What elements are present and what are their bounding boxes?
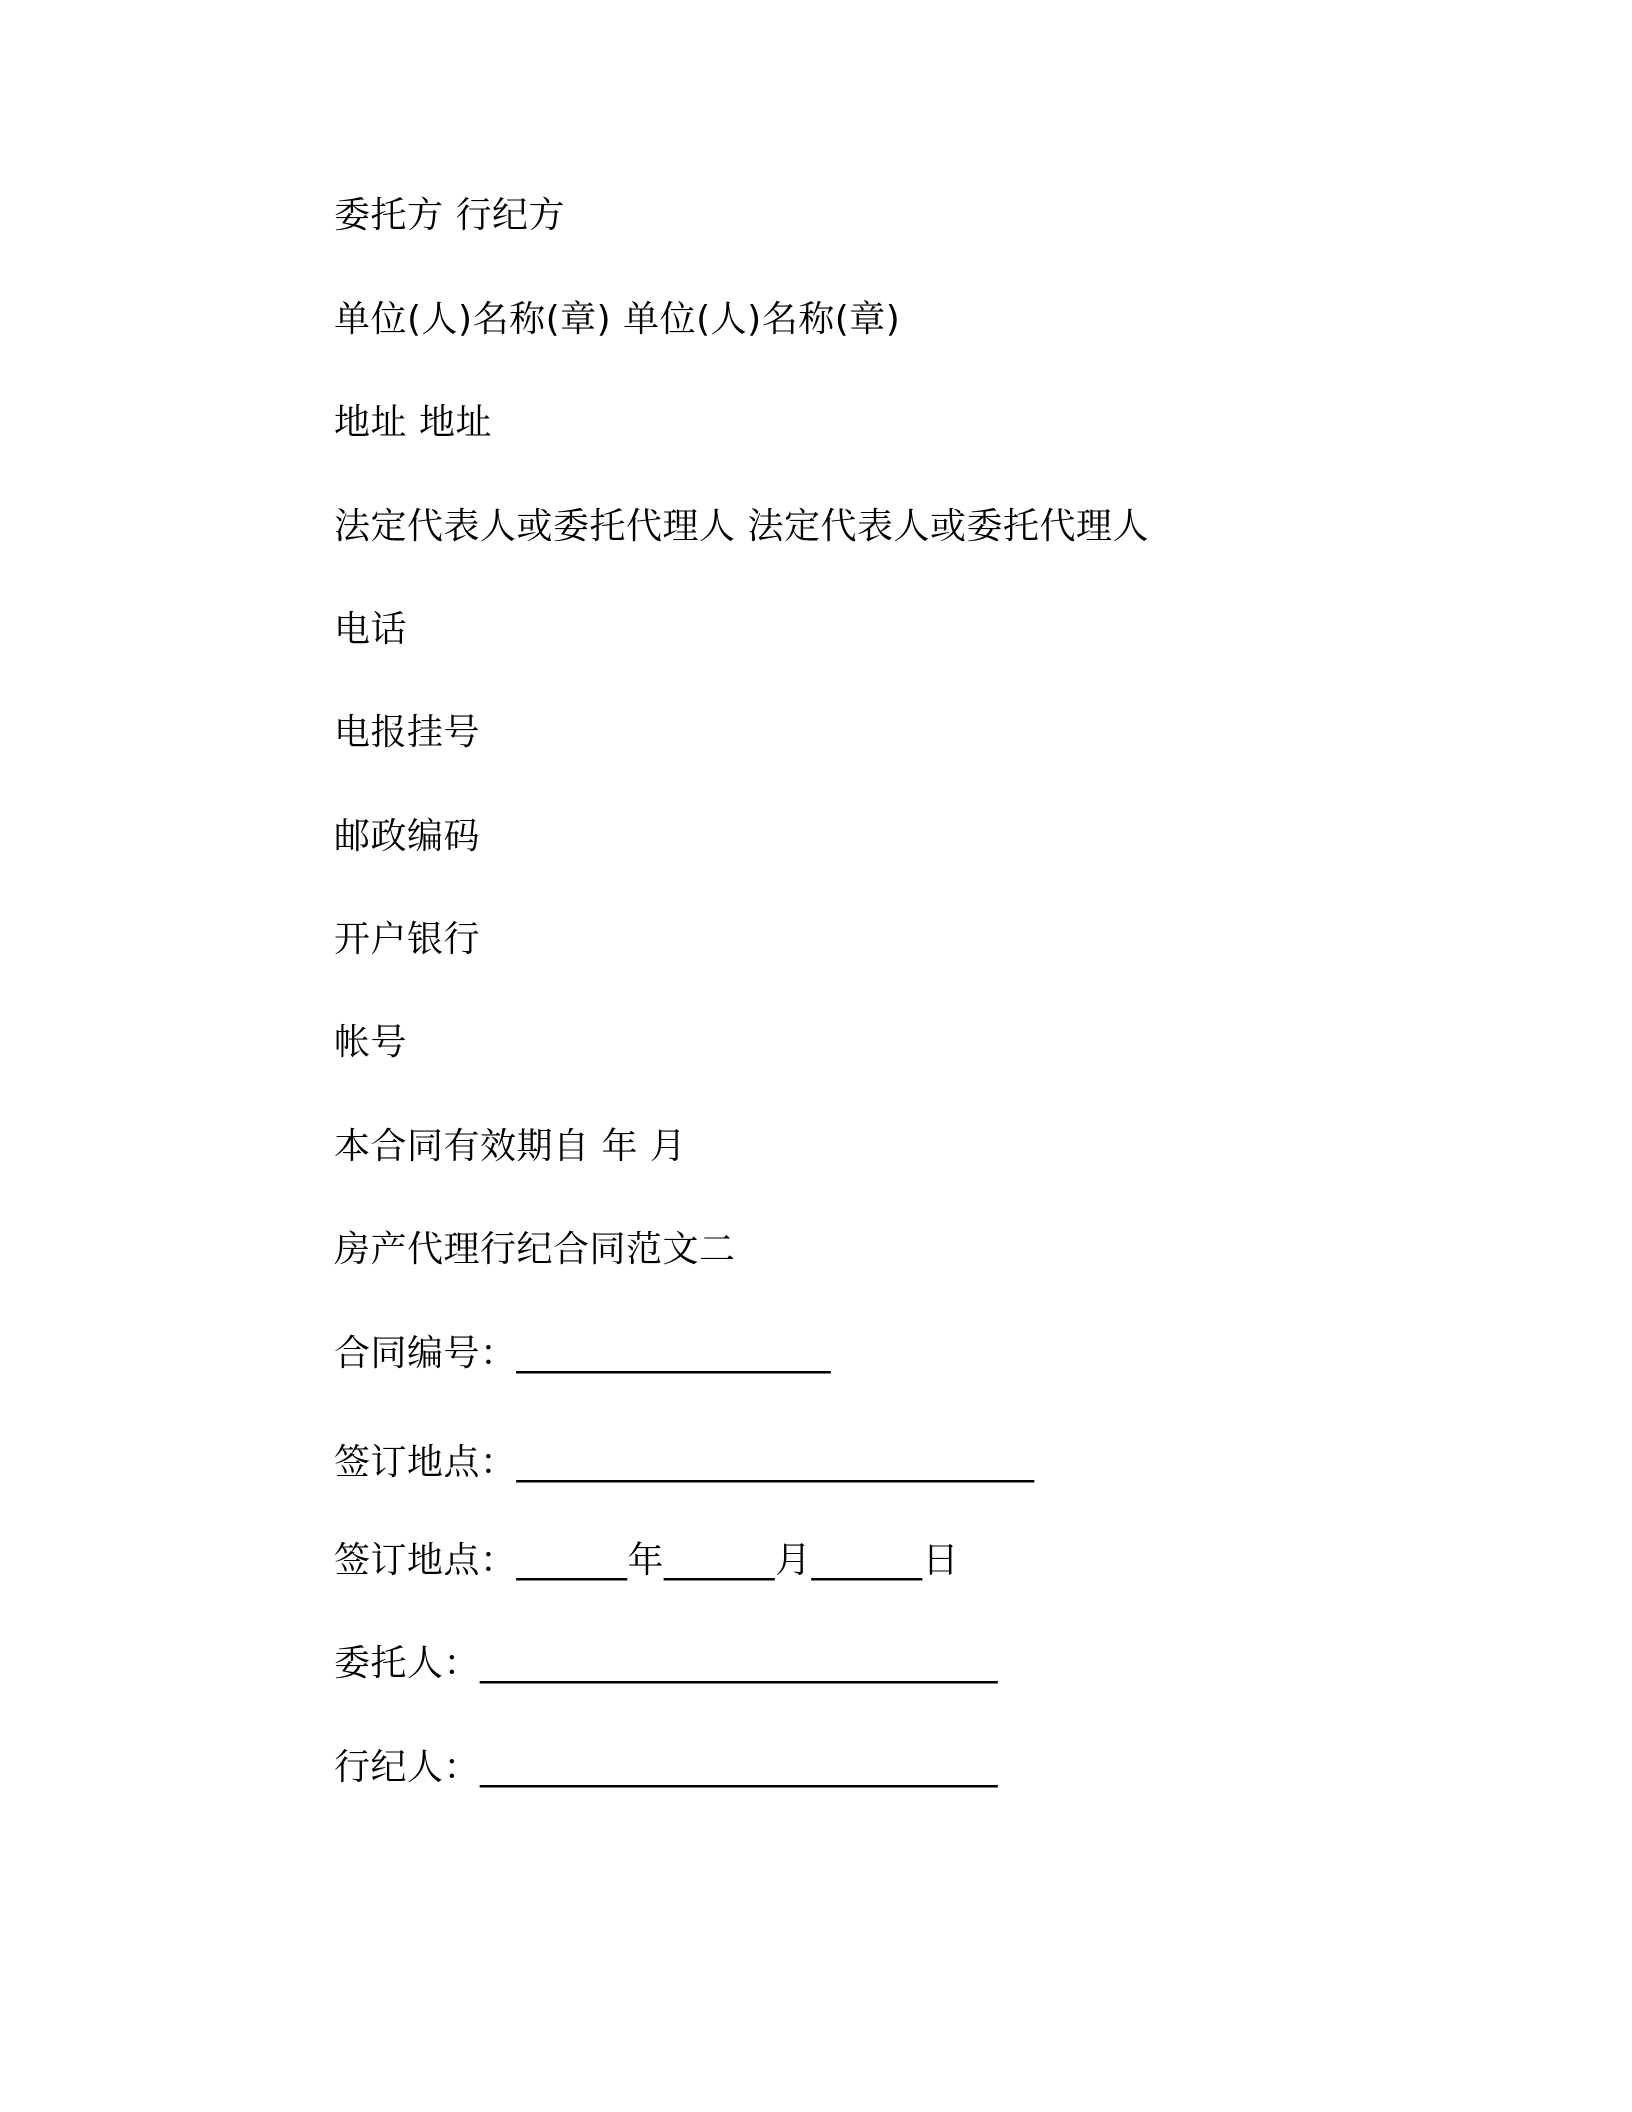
parties-heading: 委托方 行纪方 (334, 195, 565, 236)
postal-code-line: 邮政编码 (334, 816, 481, 857)
broker-line: 行纪人：____________________________ (334, 1747, 999, 1788)
contract-number-line: 合同编号：_________________ (334, 1333, 832, 1374)
unit-name-line: 单位(人)名称(章) 单位(人)名称(章) (334, 299, 901, 340)
legal-representative-line: 法定代表人或委托代理人 法定代表人或委托代理人 (334, 506, 1149, 547)
signing-place-line: 签订地点：____________________________ (334, 1442, 1035, 1483)
telegraph-line: 电报挂号 (334, 712, 481, 753)
phone-line: 电话 (334, 609, 408, 650)
address-line: 地址 地址 (334, 402, 492, 443)
section-title: 房产代理行纪合同范文二 (334, 1229, 736, 1270)
account-line: 帐号 (334, 1022, 408, 1063)
validity-line: 本合同有效期自 年 月 (334, 1126, 687, 1167)
signing-date-line: 签订地点：______年______月______日 (334, 1540, 960, 1581)
bank-line: 开户银行 (334, 919, 481, 960)
principal-line: 委托人：____________________________ (334, 1643, 999, 1684)
